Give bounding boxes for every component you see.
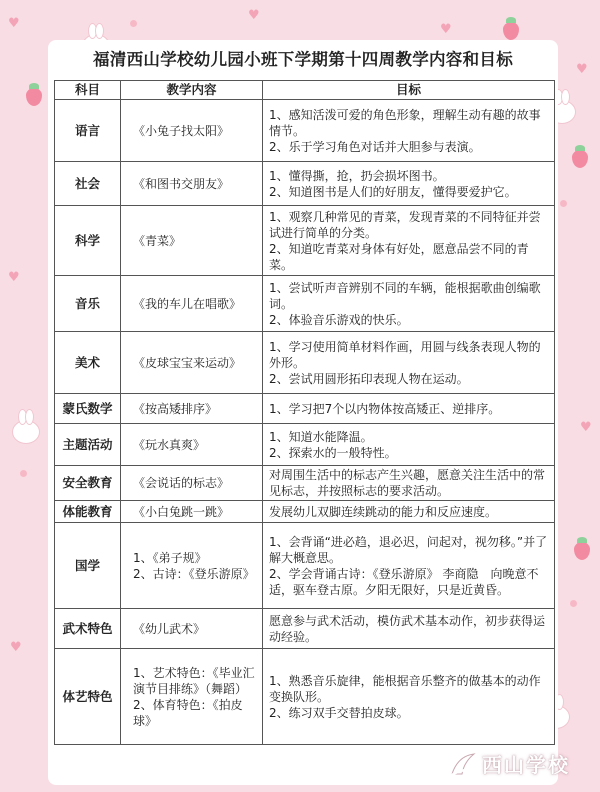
goal-cell: 1、熟悉音乐旋律，能根据音乐整齐的做基本的动作变换队形。 2、练习双手交替拍皮球。	[263, 649, 555, 745]
bunny-icon	[12, 420, 40, 444]
page-title: 福清西山学校幼儿园小班下学期第十四周教学内容和目标	[93, 50, 513, 69]
dot-icon	[560, 200, 567, 207]
content-cell: 《和图书交朋友》	[121, 162, 263, 206]
subject-cell: 国学	[55, 523, 121, 609]
goal-cell: 1、尝试听声音辨别不同的车辆，能根据歌曲创编歌词。 2、体验音乐游戏的快乐。	[263, 276, 555, 332]
subject-cell: 武术特色	[55, 609, 121, 649]
goal-cell: 发展幼儿双脚连续跳动的能力和反应速度。	[263, 501, 555, 523]
school-logo-text: 西山学校	[482, 753, 570, 777]
content-cell: 《我的车儿在唱歌》	[121, 276, 263, 332]
content-cell: 《按高矮排序》	[121, 394, 263, 424]
goal-cell: 对周围生活中的标志产生兴趣，愿意关注生活中的常见标志，并按照标志的要求活动。	[263, 466, 555, 501]
subject-cell: 美术	[55, 332, 121, 394]
heart-icon: ♥	[248, 8, 260, 23]
content-cell: 1、《弟子规》 2、古诗：《登乐游原》	[121, 523, 263, 609]
subject-cell: 蒙氏数学	[55, 394, 121, 424]
strawberry-icon	[503, 22, 519, 40]
content-cell: 《幼儿武术》	[121, 609, 263, 649]
table-row	[55, 466, 555, 501]
strawberry-icon	[572, 150, 588, 168]
heart-icon: ♥	[576, 62, 588, 77]
column-header-content: 教学内容	[121, 81, 263, 100]
subject-cell: 体能教育	[55, 501, 121, 523]
strawberry-icon	[26, 88, 42, 106]
school-logo	[448, 749, 570, 778]
table-row	[55, 162, 555, 206]
heart-icon: ♥	[8, 16, 20, 31]
goal-cell: 1、感知活泼可爱的角色形象，理解生动有趣的故事情节。 2、乐于学习角色对话并大胆参与表演。	[263, 100, 555, 162]
table-row	[55, 332, 555, 394]
goal-cell: 1、观察几种常见的青菜，发现青菜的不同特征并尝试进行简单的分类。 2、知道吃青菜对身体有好处，愿意品尝不同的青菜。	[263, 206, 555, 276]
dot-icon	[20, 470, 27, 477]
content-cell: 《小白兔跳一跳》	[121, 501, 263, 523]
table-row	[55, 276, 555, 332]
curriculum-table	[54, 80, 555, 745]
dot-icon	[570, 600, 577, 607]
content-card	[48, 40, 558, 785]
content-cell: 《玩水真爽》	[121, 424, 263, 466]
goal-cell: 1、会背诵“进必趋，退必迟，问起对，视勿移。”并了解大概意思。 2、学会背诵古诗：《登乐游原》 李商隐 向晚意不适，驱车登古原。夕阳无限好，只是近黄昏。	[263, 523, 555, 609]
goal-cell: 1、懂得撕，抢，扔会损坏图书。 2、知道图书是人们的好朋友，懂得要爱护它。	[263, 162, 555, 206]
column-header-goal: 目标	[263, 81, 555, 100]
subject-cell: 音乐	[55, 276, 121, 332]
subject-cell: 社会	[55, 162, 121, 206]
table-row	[55, 100, 555, 162]
table-header-row	[55, 81, 555, 100]
content-cell: 《青菜》	[121, 206, 263, 276]
table-row	[55, 394, 555, 424]
heart-icon: ♥	[10, 640, 22, 655]
subject-cell: 安全教育	[55, 466, 121, 501]
heart-icon: ♥	[8, 270, 20, 285]
table-row	[55, 424, 555, 466]
column-header-subject: 科目	[55, 81, 121, 100]
content-cell: 《小兔子找太阳》	[121, 100, 263, 162]
goal-cell: 1、学习把7个以内物体按高矮正、逆排序。	[263, 394, 555, 424]
content-cell: 《皮球宝宝来运动》	[121, 332, 263, 394]
content-cell: 《会说话的标志》	[121, 466, 263, 501]
goal-cell: 1、学习使用简单材料作画，用圆与线条表现人物的外形。 2、尝试用圆形拓印表现人物在运动。	[263, 332, 555, 394]
subject-cell: 主题活动	[55, 424, 121, 466]
table-row	[55, 501, 555, 523]
table-row	[55, 206, 555, 276]
goal-cell: 愿意参与武术活动，模仿武术基本动作，初步获得运动经验。	[263, 609, 555, 649]
table-row	[55, 609, 555, 649]
dot-icon	[130, 20, 137, 27]
content-cell: 1、艺术特色：《毕业汇演节目排练》（舞蹈） 2、体育特色：《拍皮球》	[121, 649, 263, 745]
strawberry-icon	[574, 542, 590, 560]
heart-icon: ♥	[440, 22, 452, 37]
subject-cell: 科学	[55, 206, 121, 276]
table-row	[55, 649, 555, 745]
heart-icon: ♥	[580, 420, 592, 435]
subject-cell: 体艺特色	[55, 649, 121, 745]
subject-cell: 语言	[55, 100, 121, 162]
goal-cell: 1、知道水能降温。 2、探索水的一般特性。	[263, 424, 555, 466]
table-row	[55, 523, 555, 609]
school-logo-icon	[448, 750, 478, 778]
